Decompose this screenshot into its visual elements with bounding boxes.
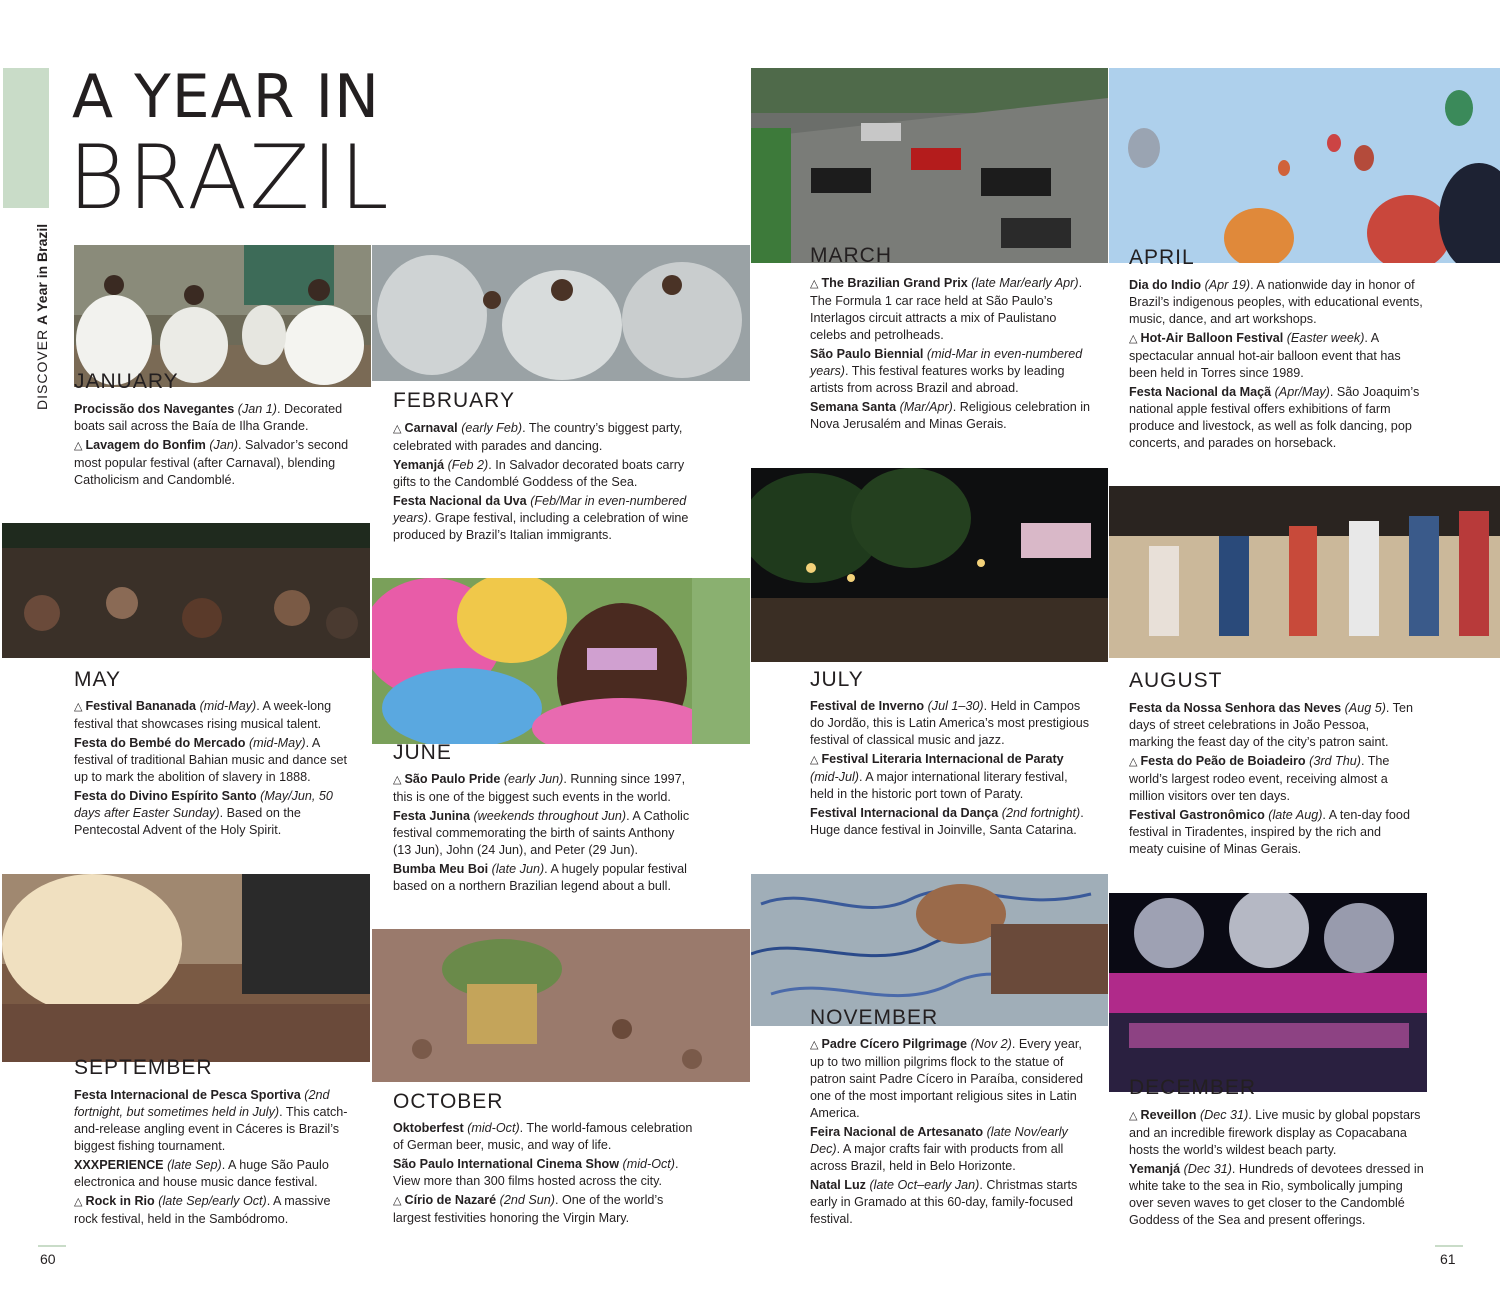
event-entry (393, 771, 695, 806)
event-description: . A spectacular annual hot-air balloon event that has been held in Torres since 1989. (1129, 331, 1401, 380)
event-description: . The world-famous celebration of German beer, music, and way of life. (393, 1121, 693, 1152)
month-heading-february: FEBRUARY (393, 389, 515, 412)
event-entry (1129, 700, 1414, 751)
event-description: . A huge São Paulo electronica and house music dance festival. (74, 1158, 329, 1189)
event-date: (2nd fortnight, but sometimes held in July) (74, 1088, 330, 1119)
page-title-line2: BRAZIL (68, 126, 391, 229)
page-number-rule-left (38, 1245, 66, 1247)
june-photo (372, 578, 750, 744)
event-date: (Dec 31) (1183, 1162, 1232, 1176)
event-entry (810, 399, 1090, 433)
event-entry (810, 1124, 1095, 1175)
event-entry (74, 735, 354, 786)
triangle-icon: △ (393, 423, 402, 435)
event-description: . Held in Campos do Jordão, this is Latin America’s most prestigious festival of classical music and jazz. (810, 699, 1090, 747)
event-date: (mid-May) (199, 699, 257, 713)
triangle-icon: △ (393, 1195, 402, 1207)
page-number-right: 61 (1440, 1251, 1456, 1267)
event-name: The Brazilian Grand Prix (821, 276, 968, 290)
event-name: Procissão dos Navegantes (74, 402, 235, 416)
event-description: . Religious celebration in Nova Jerusalém and Minas Gerais. (810, 400, 1091, 431)
triangle-icon: △ (1129, 1110, 1138, 1122)
event-entry (74, 437, 349, 489)
event-entry (1129, 1161, 1429, 1229)
event-name: Festa Junina (393, 809, 470, 823)
event-entry (1129, 277, 1429, 328)
triangle-icon: △ (810, 1039, 819, 1051)
event-entry (810, 751, 1092, 803)
month-heading-january: JANUARY (74, 370, 179, 393)
december-photo (1109, 893, 1427, 1092)
event-date: (Apr/May) (1274, 385, 1330, 399)
triangle-icon: △ (74, 701, 83, 713)
month-heading-november: NOVEMBER (810, 1006, 939, 1029)
event-description: . The Formula 1 car race held at São Paulo’s Interlagos circuit attracts a mix of Paulistano celebs and petrolheads. (810, 276, 1083, 342)
march-photo (751, 68, 1108, 263)
april-photo (1109, 68, 1500, 263)
event-description: . The country’s biggest party, celebrated with parades and dancing. (393, 421, 683, 453)
august-photo (1109, 486, 1500, 658)
section-color-bar (3, 68, 49, 208)
event-date: (Apr 19) (1204, 278, 1251, 292)
month-heading-august: AUGUST (1129, 669, 1223, 692)
event-date: (mid-Mar in even-numbered years) (810, 347, 1083, 378)
event-entry (393, 457, 695, 491)
event-name: Festival Literaria Internacional de Paraty (821, 752, 1064, 766)
event-date: (late Nov/early Dec) (810, 1125, 1068, 1156)
event-date: (mid-Oct) (622, 1157, 675, 1171)
events-october (393, 1120, 695, 1229)
event-description: . A week-long festival that showcases rising musical talent. (74, 699, 332, 731)
event-name: Festa do Peão de Boiadeiro (1140, 754, 1306, 768)
triangle-icon: △ (1129, 333, 1138, 345)
event-name: São Paulo Biennial (810, 347, 924, 361)
event-name: Festival Internacional da Dança (810, 806, 999, 820)
triangle-icon: △ (810, 278, 819, 290)
event-name: Semana Santa (810, 400, 897, 414)
event-date: (3rd Thu) (1309, 754, 1361, 768)
february-photo (372, 245, 750, 381)
event-name: Rock in Rio (85, 1194, 155, 1208)
event-entry (393, 861, 695, 895)
events-january (74, 401, 349, 491)
event-name: Hot-Air Balloon Festival (1140, 331, 1284, 345)
events-december (1129, 1107, 1429, 1231)
events-july (810, 698, 1092, 841)
event-entry (1129, 330, 1429, 382)
page-number-rule-right (1435, 1245, 1463, 1247)
event-name: São Paulo Pride (404, 772, 501, 786)
event-date: (early Jun) (503, 772, 564, 786)
event-description: . A nationwide day in honor of Brazil’s indigenous peoples, with educational events, music, dance, and art workshops. (1129, 278, 1423, 326)
event-description: . This catch-and-release angling event in Cáceres is Brazil’s biggest fishing tournament. (74, 1105, 348, 1153)
january-photo (74, 245, 371, 387)
event-name: Padre Cícero Pilgrimage (821, 1037, 968, 1051)
event-description: . Hundreds of devotees dressed in white take to the sea in Rio, symbolically jumping over seven waves to get closer to the Candomblé Goddess of the Sea and present offerings. (1129, 1162, 1424, 1227)
event-date: (mid-Oct) (467, 1121, 520, 1135)
month-heading-june: JUNE (393, 741, 452, 764)
events-august (1129, 700, 1414, 860)
triangle-icon: △ (1129, 756, 1138, 768)
event-date: (Jan) (209, 438, 239, 452)
event-description: . A festival of traditional Bahian music and dance set up to mark the abolition of slavery in 1888. (74, 736, 348, 784)
event-name: Círio de Nazaré (404, 1193, 497, 1207)
event-date: (late Jun) (491, 862, 545, 876)
event-description: . In Salvador decorated boats carry gifts to the Candomblé Goddess of the Sea. (393, 458, 685, 489)
event-entry (393, 1192, 695, 1227)
month-heading-december: DECEMBER (1129, 1076, 1257, 1099)
event-date: (May/Jun, 50 days after Easter Sunday) (74, 789, 333, 820)
event-description: . Live music by global popstars and an incredible firework display as Copacabana hosts the world’s wildest beach party. (1129, 1108, 1421, 1157)
event-name: Festa Nacional da Maçã (1129, 385, 1272, 399)
events-february (393, 420, 695, 546)
event-entry (810, 1036, 1095, 1122)
event-name: Festival Gastronômico (1129, 808, 1265, 822)
event-entry (393, 493, 695, 544)
event-date: (2nd Sun) (499, 1193, 555, 1207)
event-description: . A major crafts fair with products from all across Brazil, held in Belo Horizonte. (810, 1142, 1064, 1173)
october-photo (372, 929, 750, 1082)
event-entry (74, 1157, 354, 1191)
event-name: Dia do Indio (1129, 278, 1202, 292)
event-entry (393, 420, 695, 455)
events-may (74, 698, 354, 841)
triangle-icon: △ (74, 1196, 83, 1208)
event-date: (Jan 1) (237, 402, 277, 416)
event-entry (1129, 1107, 1429, 1159)
event-date: (mid-May) (248, 736, 306, 750)
event-description: . São Joaquim’s national apple festival offers exhibitions of farm produce and livestock, as well as folk dancing, pop concerts, and parades on horseback. (1129, 385, 1420, 450)
event-name: Festa Nacional da Uva (393, 494, 527, 508)
may-photo (2, 523, 370, 658)
page-number-left: 60 (40, 1251, 56, 1267)
section-name: A Year in Brazil (34, 223, 50, 325)
event-date: (Feb/Mar in even-numbered years) (393, 494, 687, 525)
event-entry (810, 346, 1090, 397)
month-heading-october: OCTOBER (393, 1090, 504, 1113)
month-heading-april: APRIL (1129, 246, 1195, 269)
event-entry (74, 401, 349, 435)
event-description: . A ten-day food festival in Tiradentes, inspired by the rich and meaty cuisine of Minas Gerais. (1129, 808, 1410, 856)
event-entry (1129, 807, 1414, 858)
event-date: (late Aug) (1268, 808, 1323, 822)
triangle-icon: △ (74, 440, 83, 452)
event-date: (Nov 2) (970, 1037, 1012, 1051)
event-name: Festival Bananada (85, 699, 197, 713)
month-heading-july: JULY (810, 668, 864, 691)
event-entry (74, 788, 354, 839)
event-entry (393, 1156, 695, 1190)
event-entry (74, 698, 354, 733)
event-name: Festa do Divino Espírito Santo (74, 789, 257, 803)
event-entry (393, 1120, 695, 1154)
event-date: (early Feb) (461, 421, 523, 435)
triangle-icon: △ (393, 774, 402, 786)
event-name: Feira Nacional de Artesanato (810, 1125, 984, 1139)
event-name: Oktoberfest (393, 1121, 464, 1135)
event-description: . A hugely popular festival based on a northern Brazilian legend about a bull. (393, 862, 687, 893)
event-entry (810, 805, 1092, 839)
event-entry (74, 1087, 354, 1155)
discover-label: DISCOVER (34, 328, 50, 410)
event-name: Natal Luz (810, 1178, 866, 1192)
event-description: . Huge dance festival in Joinville, Santa Catarina. (810, 806, 1084, 837)
events-april (1129, 277, 1429, 454)
event-date: (late Sep) (167, 1158, 222, 1172)
event-name: Festa Internacional de Pesca Sportiva (74, 1088, 301, 1102)
event-date: (mid-Jul) (810, 770, 859, 784)
event-description: . One of the world’s largest festivities honoring the Virgin Mary. (393, 1193, 664, 1225)
event-date: (late Mar/early Apr) (971, 276, 1079, 290)
event-entry (1129, 384, 1429, 452)
page-title-line1: A YEAR IN (72, 62, 381, 132)
event-entry (810, 698, 1092, 749)
event-name: Lavagem do Bonfim (85, 438, 206, 452)
event-name: Yemanjá (393, 458, 445, 472)
event-name: Festa da Nossa Senhora das Neves (1129, 701, 1342, 715)
event-description: . Salvador’s second most popular festival (after Carnaval), blending Catholicism and Candomblé. (74, 438, 349, 487)
event-entry (810, 275, 1090, 344)
event-description: . Every year, up to two million pilgrims flock to the statue of patron saint Padre Cícero in Paraíba, considered one of the most important religious sites in Latin America. (810, 1037, 1084, 1120)
event-description: . Grape festival, including a celebration of wine produced by Brazil’s Italian immigrants. (393, 511, 689, 542)
event-date: (2nd fortnight) (1001, 806, 1081, 820)
event-date: (weekends throughout Jun) (473, 809, 627, 823)
section-side-label (34, 224, 50, 410)
event-name: Festa do Bembé do Mercado (74, 736, 246, 750)
event-name: São Paulo International Cinema Show (393, 1157, 620, 1171)
event-description: . Christmas starts early in Gramado at this 60-day, family-focused festival. (810, 1178, 1078, 1226)
event-name: Festival de Inverno (810, 699, 925, 713)
event-name: Carnaval (404, 421, 458, 435)
event-date: (late Oct–early Jan) (869, 1178, 980, 1192)
event-description: . A major international literary festival, held in the historic port town of Paraty. (810, 770, 1068, 801)
event-description: . A Catholic festival commemorating the birth of saints Anthony (13 Jun), John (24 Jun), and Peter (29 Jun). (393, 809, 690, 857)
september-photo (2, 874, 370, 1062)
event-description: . Based on the Pentecostal Advent of the Holy Spirit. (74, 806, 301, 837)
event-description: . View more than 300 films hosted across the city. (393, 1157, 679, 1188)
event-name: Yemanjá (1129, 1162, 1181, 1176)
event-date: (Jul 1–30) (927, 699, 984, 713)
event-entry (810, 1177, 1095, 1228)
event-entry (74, 1193, 354, 1228)
event-date: (Aug 5) (1344, 701, 1386, 715)
month-heading-may: MAY (74, 668, 121, 691)
november-photo (751, 874, 1108, 1026)
event-name: XXXPERIENCE (74, 1158, 164, 1172)
event-description: . Ten days of street celebrations in João Pessoa, marking the feast day of the city’s patron saint. (1129, 701, 1413, 749)
events-september (74, 1087, 354, 1230)
events-march (810, 275, 1090, 435)
month-heading-september: SEPTEMBER (74, 1056, 213, 1079)
event-entry (1129, 753, 1414, 805)
event-name: Reveillon (1140, 1108, 1197, 1122)
event-date: (Feb 2) (447, 458, 489, 472)
event-date: (Easter week) (1286, 331, 1365, 345)
event-entry (393, 808, 695, 859)
event-date: (late Sep/early Oct) (158, 1194, 267, 1208)
july-photo (751, 468, 1108, 662)
event-description: . A massive rock festival, held in the Sambódromo. (74, 1194, 331, 1226)
event-description: . The world’s largest rodeo event, receiving almost a million visitors over ten days. (1129, 754, 1390, 803)
event-description: . Decorated boats sail across the Baía de Ilha Grande. (74, 402, 343, 433)
event-date: (Mar/Apr) (899, 400, 953, 414)
event-date: (Dec 31) (1199, 1108, 1249, 1122)
events-november (810, 1036, 1095, 1230)
month-heading-march: MARCH (810, 244, 892, 267)
triangle-icon: △ (810, 754, 819, 766)
event-name: Bumba Meu Boi (393, 862, 489, 876)
event-description: . This festival features works by leading artists from across Brazil and abroad. (810, 364, 1065, 395)
events-june (393, 771, 695, 897)
event-description: . Running since 1997, this is one of the biggest such events in the world. (393, 772, 686, 804)
